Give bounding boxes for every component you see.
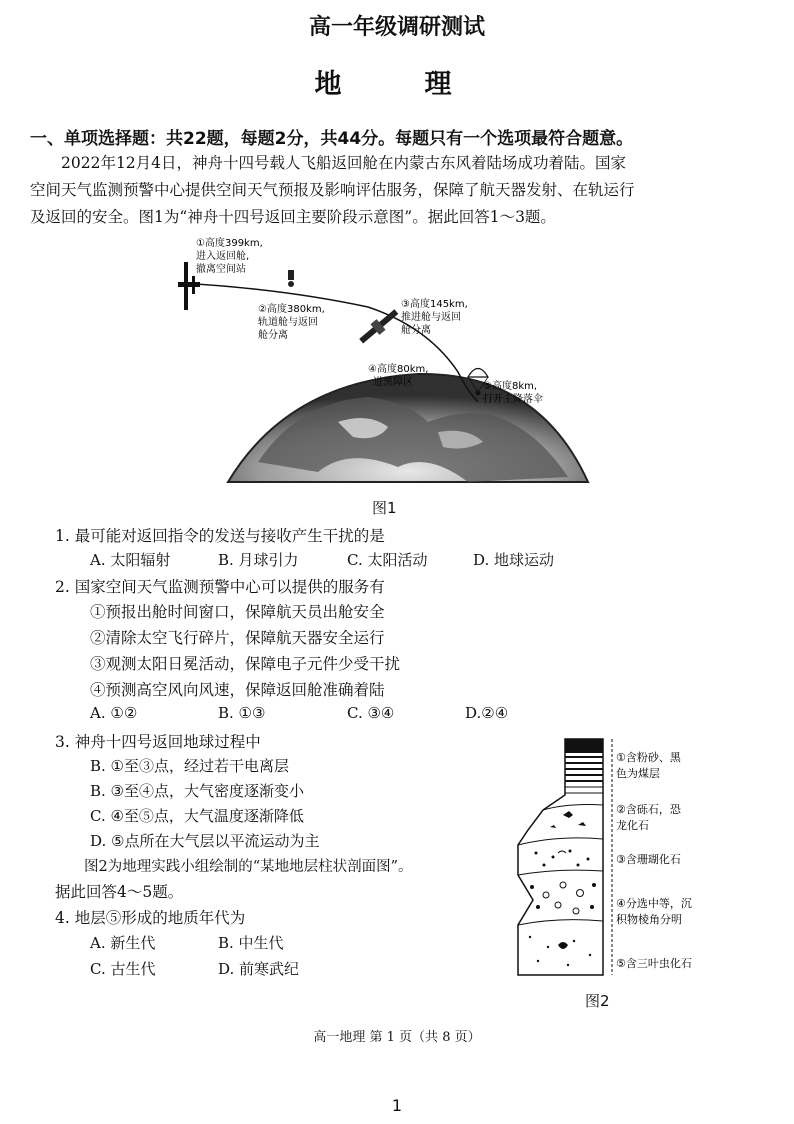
stage4-label: ④高度80km, <box>368 364 429 375</box>
exam-title: 高一年级调研测试 <box>308 15 485 40</box>
spacecraft-separation-icon <box>288 270 294 287</box>
page-number: 1 <box>391 1096 403 1115</box>
stage1-label: ①高度399km, <box>196 238 263 249</box>
propulsion-separation-icon <box>357 306 401 346</box>
q4-option-d: D. 前寒武纪 <box>218 960 300 978</box>
layer-5-label: ⑤含三叶虫化石 <box>616 957 692 970</box>
stage3-label: 推进舱与返回 <box>401 312 461 323</box>
layer-3-label: ③含珊瑚化石 <box>616 853 681 866</box>
question-1-stem: 1. 最可能对返回指令的发送与接收产生干扰的是 <box>55 527 385 545</box>
stage2-label: 舱分离 <box>258 330 288 341</box>
figure2-caption: 图2 <box>585 992 610 1010</box>
q2-option-c: C. ③④ <box>347 704 395 722</box>
q2-option-d: D.②④ <box>465 704 509 722</box>
intro-line: 2022年12月4日，神舟十四号载人飞船返回舱在内蒙古东风着陆场成功着陆。国家 <box>30 154 627 172</box>
layer-4-label: ④分选中等，沉 <box>616 897 692 910</box>
q2-item: ④预测高空风向风速，保障返回舱准确着陆 <box>90 681 385 699</box>
q1-option-a: A. 太阳辐射 <box>90 551 171 569</box>
q2-item: ②清除太空飞行碎片，保障航天器安全运行 <box>90 629 385 647</box>
q2-option-a: A. ①② <box>90 704 138 722</box>
stage1-label: 撤离空间站 <box>196 264 246 275</box>
stage5-label: ⑤高度8km, <box>483 381 538 392</box>
q4-option-b: B. 中生代 <box>218 934 284 952</box>
q3-option-b: B. ③至④点，大气密度逐渐变小 <box>90 782 305 800</box>
layer-1-coal <box>565 739 603 753</box>
intro-line: 及返回的安全。图1为“神舟十四号返回主要阶段示意图”。据此回答1～3题。 <box>30 208 556 226</box>
q3-option-c: C. ④至⑤点，大气温度逐渐降低 <box>90 807 304 825</box>
intro-line: 空间天气监测预警中心提供空间天气预报及影响评估服务，保障了航天器发射、在轨运行 <box>30 181 635 199</box>
figure1-caption: 图1 <box>372 499 397 517</box>
q4-option-c: C. 古生代 <box>90 960 156 978</box>
layer-1-label: 色为煤层 <box>616 767 660 780</box>
q3-option-d: D. ⑤点所在大气层以平流运动为主 <box>90 832 320 850</box>
question-4-stem: 4. 地层⑤形成的地质年代为 <box>55 909 246 927</box>
layer-2-label: 龙化石 <box>616 819 649 832</box>
stage2-label: ②高度380km, <box>258 304 325 315</box>
stage3-label: 舱分离 <box>401 325 431 336</box>
q1-option-c: C. 太阳活动 <box>347 551 428 569</box>
page-footer: 高一地理 第 1 页（共 8 页） <box>313 1030 481 1045</box>
layer-4-label: 积物棱角分明 <box>616 913 682 926</box>
stage3-label: ③高度145km, <box>401 299 468 310</box>
q1-option-d: D. 地球运动 <box>473 551 555 569</box>
section-heading: 一、单项选择题：共22题，每题2分，共44分。每题只有一个选项最符合题意。 <box>30 129 634 149</box>
stage5-label: 打开主降落伞 <box>483 394 543 405</box>
layer-1-label: ①含粉砂、黑 <box>616 751 681 764</box>
q2-item: ③观测太阳日冕活动，保障电子元件少受干扰 <box>90 655 401 673</box>
q2-item: ①预报出舱时间窗口，保障航天员出舱安全 <box>90 603 385 621</box>
intro2-line: 据此回答4～5题。 <box>55 883 184 901</box>
figure1-diagram <box>168 232 608 494</box>
subject-title: 地 理 <box>314 69 480 100</box>
figure2-strata-column <box>508 735 748 980</box>
question-2-stem: 2. 国家空间天气监测预警中心可以提供的服务有 <box>55 578 385 596</box>
q1-option-b: B. 月球引力 <box>218 551 299 569</box>
stage2-label: 轨道舱与返回 <box>258 317 318 328</box>
intro-paragraph <box>30 150 770 231</box>
question-3-stem: 3. 神舟十四号返回地球过程中 <box>55 733 261 751</box>
stage1-label: 进入返回舱, <box>196 251 250 262</box>
q3-option-a: B. ①至③点，经过若干电离层 <box>90 757 290 775</box>
intro2-line: 图2为地理实践小组绘制的“某地地层柱状剖面图”。 <box>55 859 413 875</box>
q2-option-b: B. ①③ <box>218 704 266 722</box>
stage4-label: 进黑障区 <box>373 377 413 388</box>
layer-2-label: ②含砾石，恐 <box>616 803 681 816</box>
q4-option-a: A. 新生代 <box>90 934 156 952</box>
